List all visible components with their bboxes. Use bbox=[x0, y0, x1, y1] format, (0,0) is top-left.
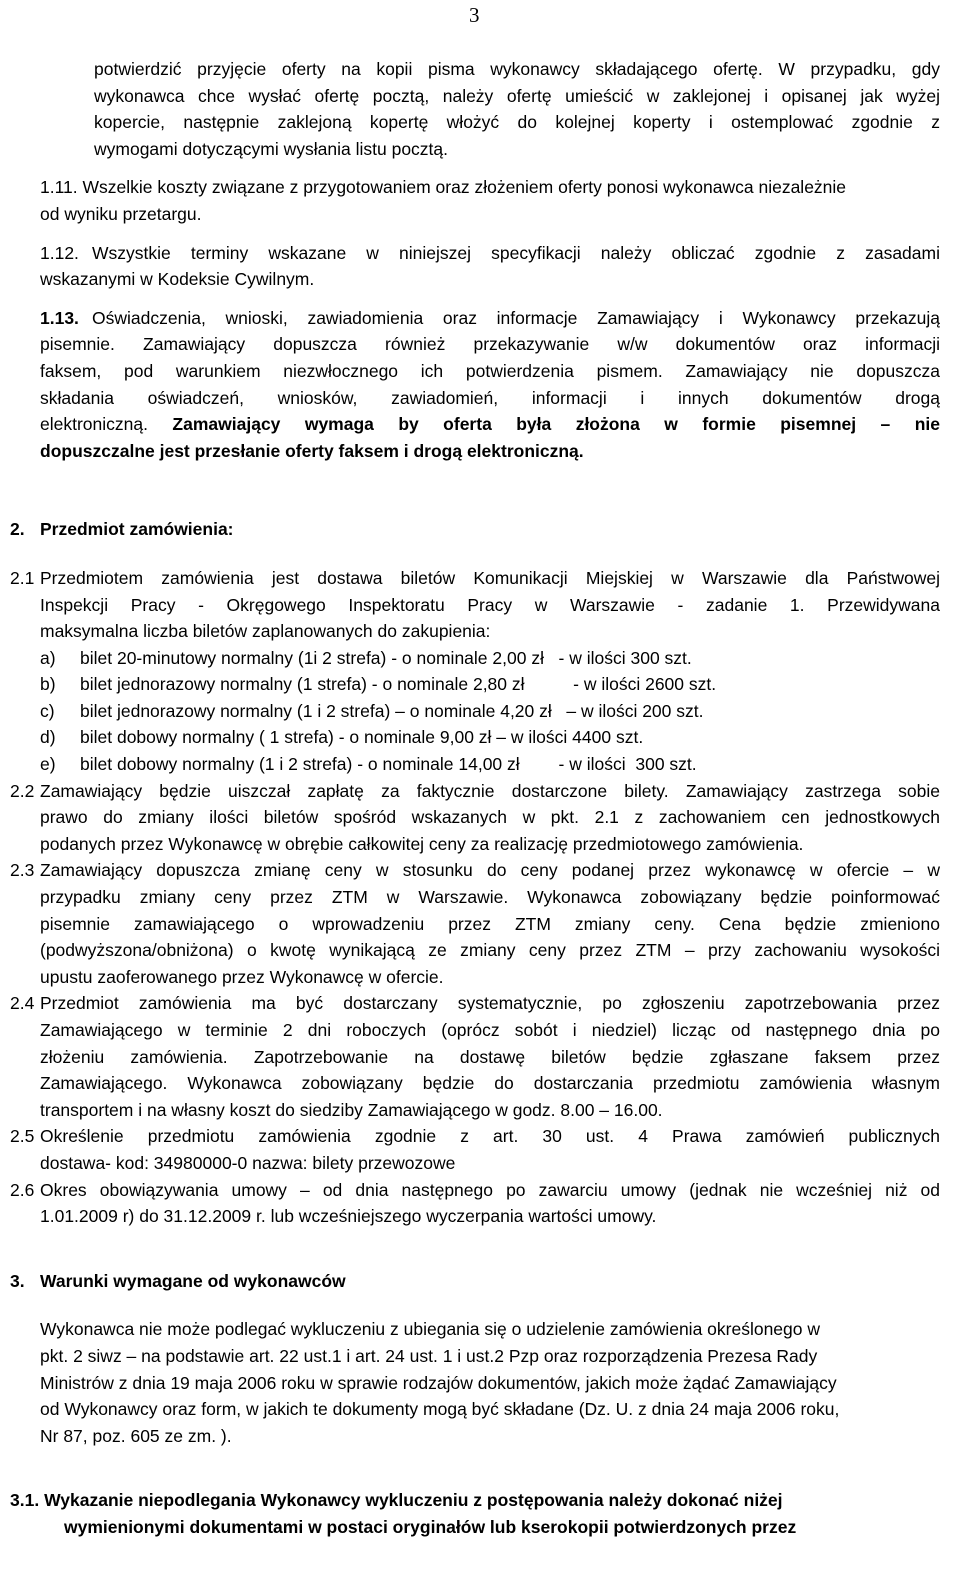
text-line: faksem, pod warunkiem niezwłocznego ich potwierdzenia pismem. Zamawiający nie dopuszcza bbox=[40, 360, 940, 381]
list-item bbox=[40, 751, 940, 778]
section-heading-3 bbox=[10, 1268, 960, 1295]
list-item-text: bilet jednorazowy normalny (1 strefa) - o nominale 2,80 zł - w ilości 2600 szt. bbox=[80, 674, 717, 695]
text-line: Wykonawca nie może podlegać wykluczeniu z ubiegania się o udzielenie zamówienia określonego w bbox=[40, 1319, 821, 1340]
paragraph-2-6 bbox=[0, 1177, 960, 1230]
text-line: przypadku zmiany ceny przez ZTM w Warszawie. Wykonawca zobowiązany będzie poinformować bbox=[40, 887, 940, 908]
paragraph-text: Zamawiający dopuszcza zmianę ceny w stosunku do ceny podanej przez wykonawcę w ofercie – w bbox=[40, 860, 940, 881]
text-line: Nr 87, poz. 605 ze zm. ). bbox=[40, 1425, 232, 1446]
paragraph-3-intro bbox=[0, 1316, 960, 1449]
paragraph-number: 1.12. bbox=[40, 242, 79, 263]
paragraph-1-13 bbox=[0, 305, 960, 465]
text-line: potwierdzić przyjęcie oferty na kopii pisma wykonawcy składającego ofertę. W przypadku, gdy bbox=[94, 59, 940, 79]
paragraph-2-1 bbox=[0, 565, 960, 778]
text-line bbox=[10, 778, 940, 805]
text-line: transportem i na własny koszt do siedziby Zamawiającego w godz. 8.00 – 16.00. bbox=[40, 1099, 663, 1120]
intro-paragraph bbox=[0, 56, 960, 162]
paragraph-number: 3.1. bbox=[10, 1490, 40, 1511]
list-item bbox=[40, 724, 940, 751]
paragraph-number: 1.11. bbox=[40, 177, 78, 198]
paragraph-number: 2.2 bbox=[10, 780, 35, 801]
text-line: (podwyższona/obniżona) o kwotę wynikającą ze zmiany ceny przez ZTM – przy zachowaniu wysokości bbox=[40, 940, 940, 961]
paragraph-1-12 bbox=[0, 240, 960, 293]
list-item-text: bilet dobowy normalny ( 1 strefa) - o nominale 9,00 zł – w ilości 4400 szt. bbox=[80, 727, 644, 748]
text-line bbox=[10, 857, 940, 884]
text-line: od Wykonawcy oraz form, w jakich te dokumenty mogą być składane (Dz. U. z dnia 24 maja 2006 roku, bbox=[40, 1399, 840, 1420]
text-line: kopercie, następnie zaklejoną kopertę włożyć do kolejnej koperty i ostemplować zgodnie z bbox=[94, 112, 940, 133]
paragraph-text: Wszystkie terminy wskazane w niniejszej specyfikacji należy obliczać zgodnie z zasadami bbox=[92, 242, 940, 263]
text-line: wskazanymi w Kodeksie Cywilnym. bbox=[40, 269, 315, 290]
text-line bbox=[40, 305, 940, 332]
text-line: pisemnie zamawiającego o wprowadzeniu przez ZTM zmiany ceny. Cena będzie zmieniono bbox=[40, 913, 940, 934]
text-line: wymienionymi dokumentami w postaci oryginałów lub kserokopii potwierdzonych przez bbox=[64, 1516, 797, 1537]
paragraph-text: Przedmiot zamówienia ma być dostarczany systematycznie, po zgłoszeniu zapotrzebowania przez bbox=[40, 993, 940, 1014]
text-line: od wyniku przetargu. bbox=[40, 203, 202, 224]
list-item-text: bilet 20-minutowy normalny (1i 2 strefa) - o nominale 2,00 zł - w ilości 300 szt. bbox=[80, 647, 692, 668]
text-line: podanych przez Wykonawcę w obrębie całkowitej ceny za realizację przedmiotowego zamówienia. bbox=[40, 833, 804, 854]
text-line bbox=[10, 1177, 940, 1204]
section-title: Warunki wymagane od wykonawców bbox=[40, 1270, 346, 1291]
section-number: 3. bbox=[10, 1270, 25, 1291]
text-line: dostawa- kod: 34980000-0 nazwa: bilety przewozowe bbox=[40, 1152, 456, 1173]
text-line: wymogami dotyczącymi wysłania listu pocztą. bbox=[94, 138, 449, 159]
paragraph-2-3 bbox=[0, 857, 960, 990]
paragraph-text: Określenie przedmiotu zamówienia zgodnie z art. 30 ust. 4 Prawa zamówień publicznych bbox=[40, 1126, 940, 1147]
text-line: składania oświadczeń, wniosków, zawiadomień, informacji i innych dokumentów drogą bbox=[40, 387, 940, 408]
list-item-label: d) bbox=[40, 727, 56, 748]
text-line: 1.01.2009 r) do 31.12.2009 r. lub wcześniejszego wyczerpania wartości umowy. bbox=[40, 1206, 657, 1227]
text-line: Ministrów z dnia 19 maja 2006 roku w sprawie rodzajów dokumentów, jakich może żądać Zamawiający bbox=[40, 1372, 837, 1393]
text-line: pkt. 2 siwz – na podstawie art. 22 ust.1 i art. 24 ust. 1 i ust.2 Pzp oraz rozporządzenia Prezesa Rady bbox=[40, 1345, 818, 1366]
section-heading-2 bbox=[10, 516, 960, 543]
text-line: złożeniu zamówienia. Zapotrzebowanie na dostawę biletów będzie zgłaszane faksem przez bbox=[40, 1046, 940, 1067]
list-item bbox=[40, 698, 940, 725]
paragraph-number: 2.3 bbox=[10, 860, 35, 881]
paragraph-1-11 bbox=[0, 174, 960, 227]
text-line bbox=[40, 240, 940, 267]
paragraph-text: Oświadczenia, wnioski, zawiadomienia oraz informacje Zamawiający i Wykonawcy przekazują bbox=[92, 307, 940, 328]
text-line: pisemnie. Zamawiający dopuszcza również przekazywanie w/w dokumentów oraz informacji bbox=[40, 334, 940, 355]
text-line bbox=[10, 1487, 940, 1514]
paragraph-number: 2.4 bbox=[10, 993, 35, 1014]
paragraph-number: 2.5 bbox=[10, 1126, 35, 1147]
text-line: Zamawiającego. Wykonawca zobowiązany będzie do dostarczania przedmiotu zamówienia własnym bbox=[40, 1073, 940, 1094]
text-line bbox=[40, 411, 940, 438]
paragraph-text: Wykazanie niepodlegania Wykonawcy wykluczeniu z postępowania należy dokonać niżej bbox=[44, 1490, 783, 1511]
section-title: Przedmiot zamówienia: bbox=[40, 519, 234, 540]
list-item-label: e) bbox=[40, 754, 56, 775]
emphasis-text: Zamawiający wymaga by oferta była złożona w formie pisemnej – nie bbox=[172, 414, 940, 435]
paragraph-number: 2.1 bbox=[10, 567, 35, 588]
text-line bbox=[40, 174, 940, 201]
paragraph-text: Przedmiotem zamówienia jest dostawa biletów Komunikacji Miejskiej w Warszawie dla Państwowej bbox=[40, 567, 940, 588]
document-body bbox=[0, 56, 960, 1541]
paragraph-3-1 bbox=[0, 1487, 960, 1540]
paragraph-2-2 bbox=[0, 778, 960, 858]
paragraph-2-5 bbox=[0, 1123, 960, 1176]
text-line: Inspekcji Pracy - Okręgowego Inspektoratu Pracy w Warszawie - zadanie 1. Przewidywana bbox=[40, 594, 940, 615]
list-item-text: bilet dobowy normalny (1 i 2 strefa) - o nominale 14,00 zł - w ilości 300 szt. bbox=[80, 754, 697, 775]
text-line bbox=[10, 1123, 940, 1150]
list-item bbox=[40, 671, 940, 698]
paragraph-text: elektroniczną. bbox=[40, 414, 173, 435]
section-number: 2. bbox=[10, 519, 25, 540]
list-item-text: bilet jednorazowy normalny (1 i 2 strefa) – o nominale 4,20 zł – w ilości 200 szt. bbox=[80, 700, 704, 721]
list-item bbox=[40, 645, 940, 672]
text-line: wykonawca chce wysłać ofertę pocztą, należy ofertę umieścić w zaklejonej i opisanej jak wyżej bbox=[94, 85, 940, 106]
paragraph-number: 2.6 bbox=[10, 1179, 35, 1200]
text-line: prawo do zmiany ilości biletów spośród wskazanych w pkt. 2.1 z zachowaniem cen jednostkowych bbox=[40, 807, 940, 828]
text-line bbox=[10, 990, 940, 1017]
text-line bbox=[10, 565, 940, 592]
paragraph-number: 1.13. bbox=[40, 307, 79, 328]
text-line: maksymalna liczba biletów zaplanowanych do zakupienia: bbox=[40, 621, 491, 642]
page-number: 3 bbox=[469, 3, 480, 27]
paragraph-text: Wszelkie koszty związane z przygotowaniem oraz złożeniem oferty ponosi wykonawca niezależnie bbox=[82, 177, 847, 198]
paragraph-text: Okres obowiązywania umowy – od dnia następnego po zawarciu umowy (jednak nie wcześniej niż od bbox=[40, 1179, 940, 1200]
list-item-label: c) bbox=[40, 700, 55, 721]
emphasis-text: dopuszczalne jest przesłanie oferty faksem i drogą elektroniczną. bbox=[40, 440, 584, 461]
list-item-label: b) bbox=[40, 674, 56, 695]
list-item-label: a) bbox=[40, 647, 56, 668]
text-line: Zamawiającego w terminie 2 dni roboczych (oprócz sobót i niedziel) licząc od następnego dnia po bbox=[40, 1020, 940, 1040]
paragraph-2-4 bbox=[0, 990, 960, 1123]
text-line: upustu zaoferowanego przez Wykonawcę w ofercie. bbox=[40, 966, 444, 987]
paragraph-text: Zamawiający będzie uiszczał zapłatę za faktycznie dostarczone bilety. Zamawiający zastrzega sobie bbox=[40, 780, 940, 801]
